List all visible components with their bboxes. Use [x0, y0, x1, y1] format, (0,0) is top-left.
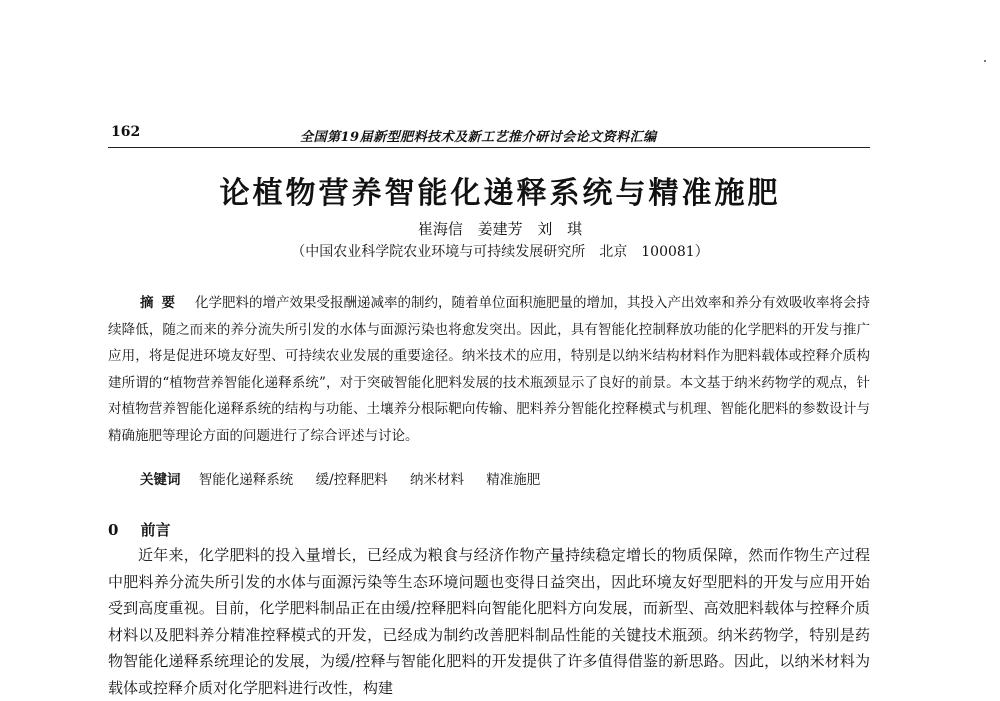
keywords-label: 关键词	[140, 472, 181, 488]
page-number: 162	[111, 124, 141, 140]
paper-title: 论植物营养智能化递释系统与精准施肥	[219, 176, 781, 211]
section-title: 前言	[140, 521, 171, 539]
keyword: 缓/控释肥料	[315, 472, 388, 488]
abstract-text: 化学肥料的增产效果受报酬递减率的制约，随着单位面积施肥量的增加，其投入产出效率和养分有效吸收率将会持续降低，随之而来的养分流失所引发的水体与面源污染也将愈发突出。因此，具有智能化控制释放功能的化学肥料的开发与推广应用，将是促进环境友好型、可持续农业发展的重要途径。纳米技术的应用，特别是以纳米结构材料作为肥料载体或控释介质构建所谓的“植物营养智能化递释系统”，对于突破智能化肥料发展的技术瓶颈显示了良好的前景。本文基于纳米药物学的观点，针对植物营养智能化递释系统的结构与功能、土壤养分根际靶向传输、肥料养分智能化控释模式与机理、智能化肥料的参数设计与精确施肥等理论方面的问题进行了综合评述与讨论。	[108, 295, 870, 444]
edge-mark	[984, 60, 986, 62]
keyword: 纳米材料	[409, 472, 464, 488]
author-list: 崔海信 姜建芳 刘 琪	[417, 220, 583, 238]
body-paragraph: 近年来，化学肥料的投入量增长，已经成为粮食与经济作物产量持续稳定增长的物质保障，然而作物生产过程中肥料养分流失所引发的水体与面源污染等生态环境问题也变得日益突出，因此环境友好型肥料的开发与应用开始受到高度重视。目前，化学肥料制品正在由缓/控释肥料向智能化肥料方向发展，而新型、高效肥料载体与控释介质材料以及肥料养分精准控释模式的开发，已经成为制约改善肥料制品性能的关键技术瓶颈。纳米药物学，特别是药物智能化递释系统理论的发展，为缓/控释与智能化肥料的开发提供了许多值得借鉴的新思路。因此，以纳米材料为载体或控释介质对化学肥料进行改性，构建	[108, 546, 870, 697]
section-heading	[108, 519, 170, 540]
keyword: 智能化递释系统	[198, 472, 294, 488]
header-rule	[108, 147, 870, 148]
keyword: 精准施肥	[486, 472, 541, 488]
affiliation: （中国农业科学院农业环境与可持续发展研究所 北京 100081）	[291, 244, 709, 260]
abstract-label: 摘要	[140, 295, 183, 311]
keywords	[140, 468, 870, 488]
body-text	[108, 542, 870, 701]
section-number: 0	[108, 521, 119, 539]
running-header: 全国第19届新型肥料技术及新工艺推介研讨会论文资料汇编	[300, 130, 657, 145]
abstract	[108, 290, 870, 449]
